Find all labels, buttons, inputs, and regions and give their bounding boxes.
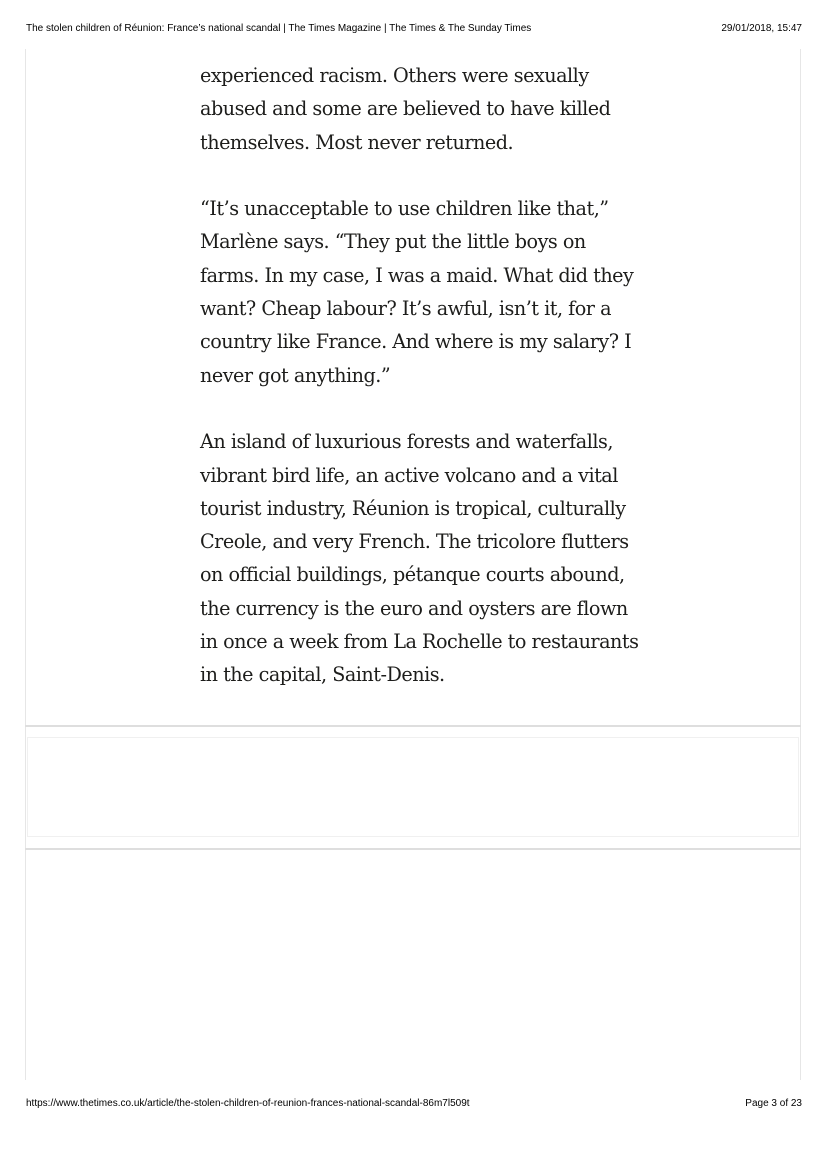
section-divider — [25, 725, 801, 727]
article-paragraph: An island of luxurious forests and waterfalls, vibrant bird life, an active volcano and a vital tourist industry, Réunion is tropical, culturally Creole, and very French. The tricolore flutters on official buildings, pétanque courts abound, the currency is the euro and oysters are flown in once a week from La Rochelle to restaurants in the capital, Saint-Denis. — [200, 430, 639, 687]
page-border-left — [25, 49, 26, 1080]
print-header-datetime: 29/01/2018, 15:47 — [721, 23, 802, 34]
print-header-title: The stolen children of Réunion: France’s national scandal | The Times Magazine | The Times & The Sunday Times — [26, 23, 532, 34]
section-divider — [25, 848, 801, 850]
article-paragraph: “It’s unacceptable to use children like that,” Marlène says. “They put the little boys on farms. In my case, I was a maid. What did they want? Cheap labour? It’s awful, isn’t it, for a country like France. And where is my salary? I never got anything.” — [200, 197, 634, 387]
article-body — [200, 59, 640, 725]
print-footer — [0, 1098, 826, 1112]
ad-slot — [27, 737, 799, 837]
page-border-right — [800, 49, 801, 1080]
article-paragraph: experienced racism. Others were sexually abused and some are believed to have killed themselves. Most never returned. — [200, 64, 611, 154]
print-footer-url[interactable]: https://www.thetimes.co.uk/article/the-stolen-children-of-reunion-frances-national-scandal-86m7l509t — [26, 1098, 470, 1109]
article-page — [25, 49, 801, 1080]
print-footer-page-number: Page 3 of 23 — [745, 1098, 802, 1109]
print-header — [0, 23, 826, 37]
